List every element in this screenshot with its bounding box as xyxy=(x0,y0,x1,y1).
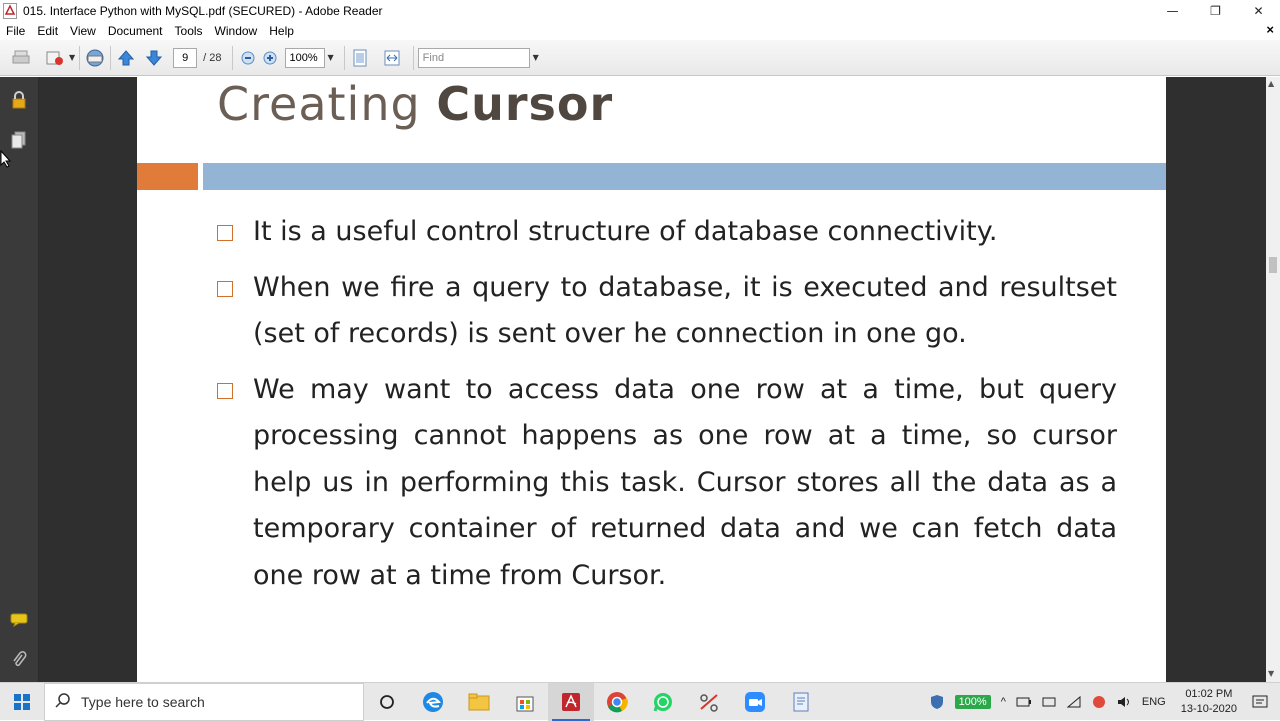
toolbar-separator xyxy=(344,46,345,70)
windows-taskbar xyxy=(0,682,1280,720)
file-explorer-icon[interactable] xyxy=(456,683,502,721)
menu-document[interactable]: Document xyxy=(107,23,163,38)
clock-date: 13-10-2020 xyxy=(1180,703,1237,715)
toolbar-separator xyxy=(413,46,414,70)
fit-page-icon[interactable] xyxy=(349,47,371,69)
toolbar-separator xyxy=(79,46,80,70)
battery-icon[interactable] xyxy=(1011,697,1037,707)
security-lock-icon[interactable] xyxy=(9,90,29,110)
minimize-button[interactable]: — xyxy=(1166,3,1179,18)
scrollbar-thumb[interactable] xyxy=(1269,257,1277,273)
bullet-text: When we fire a query to database, it is executed and resultset (set of records) is sent over he connection in one go. xyxy=(253,271,1117,349)
bullet-square-icon xyxy=(217,281,233,297)
toolbar xyxy=(0,40,1280,76)
pdf-page xyxy=(137,77,1166,682)
vertical-scrollbar[interactable] xyxy=(1266,77,1280,682)
edge-icon[interactable] xyxy=(410,683,456,721)
zoom-out-icon[interactable] xyxy=(237,47,259,69)
menu-tools[interactable]: Tools xyxy=(174,23,203,38)
start-button[interactable] xyxy=(0,683,44,721)
bullet-item xyxy=(217,209,1117,256)
clock-time: 01:02 PM xyxy=(1185,688,1233,700)
title-bar xyxy=(0,0,1280,21)
comments-icon[interactable] xyxy=(9,610,29,630)
bullet-list xyxy=(217,209,1117,608)
close-button[interactable]: ✕ xyxy=(1253,3,1264,18)
wifi-icon[interactable] xyxy=(1061,695,1087,709)
taskbar-clock[interactable] xyxy=(1171,687,1247,717)
menu-view[interactable]: View xyxy=(70,23,96,38)
bullet-item xyxy=(217,265,1117,358)
menu-window[interactable]: Window xyxy=(214,23,258,38)
scroll-up-icon[interactable]: ▲ xyxy=(1268,79,1275,88)
language-indicator[interactable]: ENG xyxy=(1141,696,1166,708)
attachments-icon[interactable] xyxy=(9,650,29,670)
cortana-icon[interactable] xyxy=(364,683,410,721)
restore-button[interactable]: ❐ xyxy=(1210,3,1221,18)
document-view[interactable] xyxy=(39,77,1268,682)
store-icon[interactable] xyxy=(502,683,548,721)
scroll-down-icon[interactable]: ▼ xyxy=(1268,669,1275,678)
next-page-icon[interactable] xyxy=(143,47,165,69)
show-hidden-icons-chevron-icon[interactable]: ^ xyxy=(1000,696,1006,708)
volume-icon[interactable] xyxy=(1111,695,1137,709)
share-icon[interactable] xyxy=(44,47,66,69)
find-input[interactable]: Find xyxy=(418,48,530,68)
whatsapp-icon[interactable] xyxy=(640,683,686,721)
bullet-item xyxy=(217,367,1117,600)
slide-title xyxy=(217,77,613,131)
bullet-text: We may want to access data one row at a time, but query processing cannot happens as one row at a time, so cursor help us in performing this task. Cursor stores all the data as a temporary container of returned data and we can fetch data one row at a time from Cursor. xyxy=(253,373,1117,591)
security-shield-icon[interactable] xyxy=(924,694,950,710)
fit-width-icon[interactable] xyxy=(381,47,403,69)
share-dropdown-icon[interactable]: ▼ xyxy=(69,53,76,62)
search-icon xyxy=(55,692,71,711)
system-tray xyxy=(924,683,1280,721)
snipping-tool-icon[interactable] xyxy=(686,683,732,721)
menu-file[interactable]: File xyxy=(6,23,26,38)
zoom-app-icon[interactable] xyxy=(732,683,778,721)
page-number-input[interactable]: 9 xyxy=(173,48,197,68)
menu-bar xyxy=(0,21,1280,40)
adobe-reader-icon xyxy=(3,3,19,19)
zoom-in-icon[interactable] xyxy=(259,47,281,69)
mouse-cursor-icon xyxy=(0,150,12,172)
find-dropdown-icon[interactable]: ▼ xyxy=(532,53,539,62)
chrome-icon[interactable] xyxy=(594,683,640,721)
blue-accent-bar xyxy=(203,163,1166,190)
slide-title-part2: Cursor xyxy=(436,77,614,131)
antivirus-icon[interactable] xyxy=(1087,695,1111,709)
zoom-dropdown-icon[interactable]: ▼ xyxy=(327,53,334,62)
notepad-icon[interactable] xyxy=(778,683,824,721)
toolbar-separator xyxy=(232,46,233,70)
bullet-square-icon xyxy=(217,225,233,241)
battery-indicator[interactable]: 100% xyxy=(955,695,991,709)
slide-title-part1: Creating xyxy=(217,77,437,131)
page-total: / 28 xyxy=(203,51,222,64)
search-placeholder: Type here to search xyxy=(81,693,205,710)
adobe-reader-taskbar-icon[interactable] xyxy=(548,683,594,721)
bullet-square-icon xyxy=(217,383,233,399)
toolbar-separator xyxy=(110,46,111,70)
menu-edit[interactable]: Edit xyxy=(37,23,59,38)
zoom-level-input[interactable]: 100% xyxy=(285,48,325,68)
pages-icon[interactable] xyxy=(9,130,29,150)
bullet-text: It is a useful control structure of database connectivity. xyxy=(253,216,998,247)
menu-help[interactable]: Help xyxy=(269,23,294,38)
taskbar-search-box[interactable] xyxy=(44,683,364,721)
close-document-button[interactable]: × xyxy=(1266,22,1274,37)
notification-center-icon[interactable] xyxy=(1247,694,1280,710)
print-icon[interactable] xyxy=(10,47,32,69)
network-adapter-icon[interactable] xyxy=(1037,695,1061,709)
orange-accent-bar xyxy=(137,163,198,190)
collaborate-icon[interactable] xyxy=(84,47,106,69)
window-title: 015. Interface Python with MySQL.pdf (SECURED) - Adobe Reader xyxy=(23,3,383,18)
previous-page-icon[interactable] xyxy=(115,47,137,69)
